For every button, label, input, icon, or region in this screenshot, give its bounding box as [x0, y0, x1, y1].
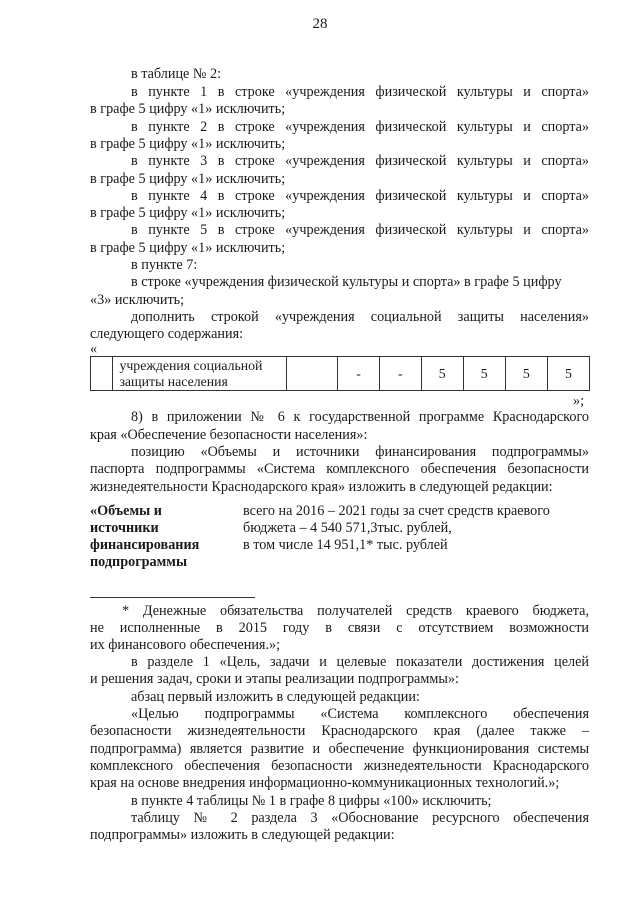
financing-label-line2: источники	[90, 520, 159, 536]
goal-line1: «Целью подпрограммы «Система комплексного обеспечения	[131, 706, 589, 722]
footnote-line2: не исполненные в 2015 году в связи с отсутствием возможности	[90, 620, 589, 636]
financing-label-line3: финансирования	[90, 537, 200, 553]
section8-line1: 8) в приложении № 6 к государственной программе Краснодарского	[131, 409, 589, 425]
table-cell-col6: 5	[421, 357, 463, 391]
p7-line2: «3» исключить;	[90, 292, 185, 308]
financing-value	[243, 503, 550, 554]
section1-line1: в разделе 1 «Цель, задачи и целевые показатели достижения целей	[131, 654, 589, 670]
financing-label-line1: «Объемы и	[90, 503, 162, 519]
item-3-line2: в графе 5 цифру «1» исключить;	[90, 171, 286, 187]
table-row	[91, 357, 590, 391]
item-1-line2: в графе 5 цифру «1» исключить;	[90, 101, 286, 117]
financing-value-line1: всего на 2016 – 2021 годы за счет средств краевого	[243, 503, 550, 519]
financing-value-line3: в том числе 14 951,1* тыс. рублей	[243, 537, 448, 553]
table-cell-name-line1: учреждения социальной	[119, 357, 263, 373]
open-quote: «	[90, 341, 98, 357]
item-1-line1: в пункте 1 в строке «учреждения физической культуры и спорта»	[131, 84, 589, 100]
footnote-line3: их финансового обеспечения.»;	[90, 637, 281, 653]
table-cell-col4: -	[338, 357, 380, 391]
table2-line2: подпрограммы» изложить в следующей редакции:	[90, 827, 395, 843]
footnote-line1: * Денежные обязательства получателей средств краевого бюджета,	[122, 603, 589, 619]
table-cell-name	[113, 357, 287, 391]
paragraph-instruction: абзац первый изложить в следующей редакции:	[131, 689, 420, 705]
goal-line5: края на основе внедрения информационно-коммуникационных технологий.»;	[90, 775, 560, 791]
add-row-line1: дополнить строкой «учреждения социальной защиты населения»	[131, 309, 589, 325]
position-line1: позицию «Объемы и источники финансирования подпрограммы»	[131, 444, 589, 460]
item-5-line2: в графе 5 цифру «1» исключить;	[90, 240, 286, 256]
add-row-line2: следующего содержания:	[90, 326, 244, 342]
page-number: 28	[312, 16, 328, 32]
position-line3: жизнедеятельности Краснодарского края» изложить в следующей редакции:	[90, 479, 553, 495]
table2-line1: таблицу № 2 раздела 3 «Обоснование ресурсного обеспечения	[131, 810, 589, 826]
item-2-line2: в графе 5 цифру «1» исключить;	[90, 136, 286, 152]
item-2-line1: в пункте 2 в строке «учреждения физической культуры и спорта»	[131, 119, 589, 135]
item-3-line1: в пункте 3 в строке «учреждения физической культуры и спорта»	[131, 153, 589, 169]
financing-label	[90, 503, 199, 571]
table-cell-col7: 5	[463, 357, 505, 391]
item-4-line1: в пункте 4 в строке «учреждения физической культуры и спорта»	[131, 188, 589, 204]
point4-line: в пункте 4 таблицы № 1 в графе 8 цифры «100» исключить;	[131, 793, 492, 809]
intro-line: в таблице № 2:	[131, 66, 222, 82]
close-quote: »;	[573, 393, 585, 409]
item-5-line1: в пункте 5 в строке «учреждения физической культуры и спорта»	[131, 222, 589, 238]
goal-line3: подпрограмма) является развитие и обеспечение функционирования системы	[90, 741, 589, 757]
table-cell-empty-1	[287, 357, 338, 391]
goal-line2: безопасности жизнедеятельности Краснодарского края (далее также –	[90, 723, 589, 739]
p7-heading: в пункте 7:	[131, 257, 198, 273]
financing-label-line4: подпрограммы	[90, 554, 188, 570]
p7-line1: в строке «учреждения физической культуры и спорта» в графе 5 цифру	[131, 274, 562, 290]
table-cell-col8: 5	[505, 357, 547, 391]
section8-line2: края «Обеспечение безопасности населения»:	[90, 427, 368, 443]
table-cell-col5: -	[379, 357, 421, 391]
section1-line2: и решения задач, сроки и этапы реализации подпрограммы»:	[90, 671, 459, 687]
table-cell-col9: 5	[547, 357, 589, 391]
table-cell-index	[91, 357, 113, 391]
footnote-divider	[90, 597, 255, 598]
goal-line4: комплексного обеспечения безопасности жизнедеятельности Краснодарского	[90, 758, 589, 774]
item-4-line2: в графе 5 цифру «1» исключить;	[90, 205, 286, 221]
financing-value-line2: бюджета – 4 540 571,3тыс. рублей,	[243, 520, 452, 536]
social-protection-row-table	[90, 356, 590, 391]
position-line2: паспорта подпрограммы «Система комплексного обеспечения безопасности	[90, 461, 589, 477]
table-cell-name-line2: защиты населения	[119, 373, 228, 389]
